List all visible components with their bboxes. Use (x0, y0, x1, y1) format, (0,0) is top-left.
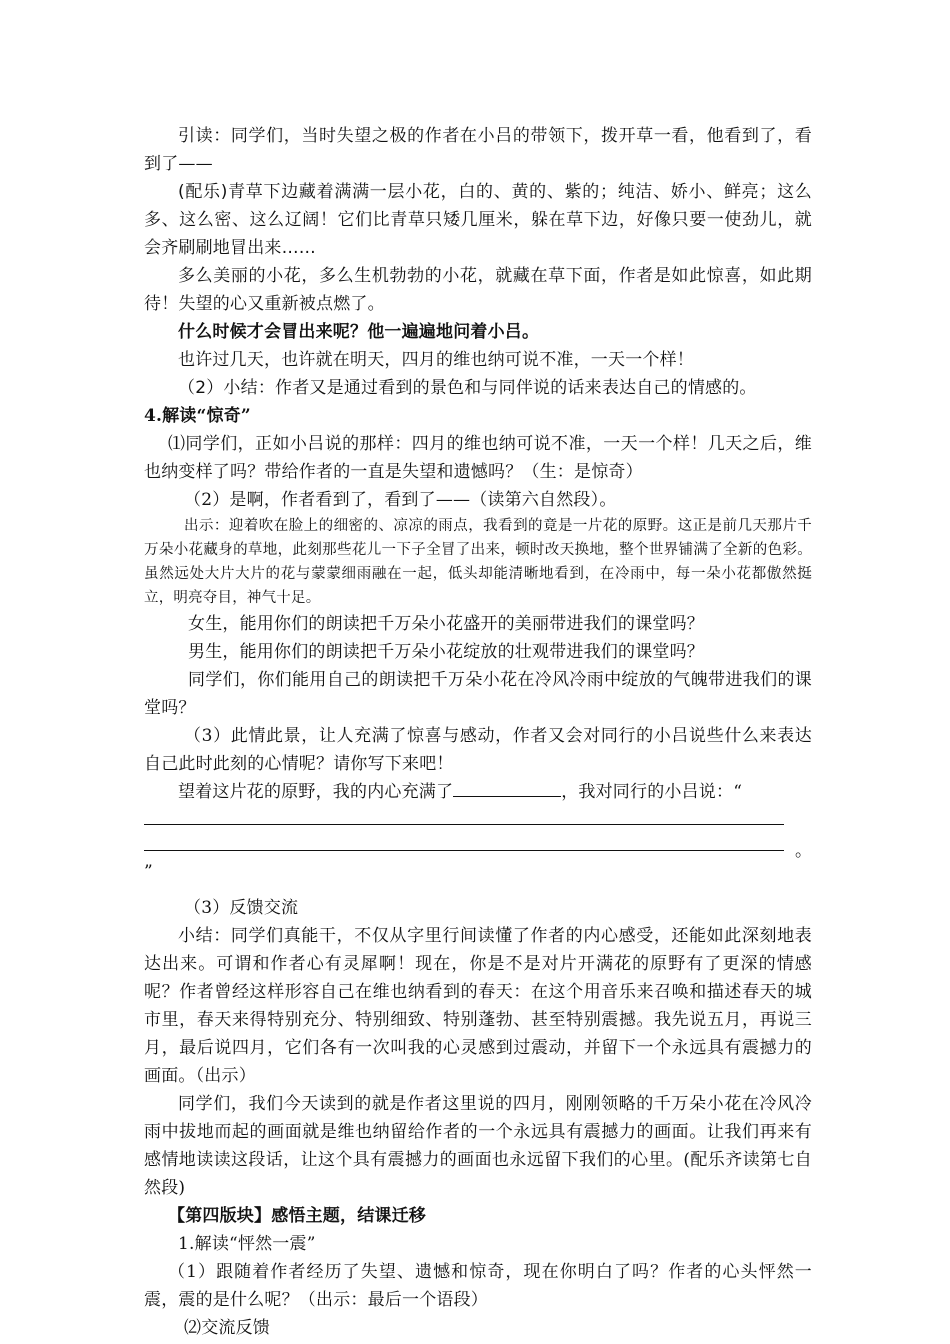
fill-blank-tail: ，我对同行的小吕说：“ (561, 782, 743, 802)
spacer (144, 886, 812, 894)
paragraph-boys: 男生，能用你们的朗读把千万朵小花绽放的壮观带进我们的课堂吗？ (188, 642, 704, 662)
paragraph-pengran-1: （1）跟随着作者经历了失望、遗憾和惊奇，现在你明白了吗？作者的心头怦然一震，震的是什么呢？（出示：最后一个语段） (144, 1262, 812, 1310)
paragraph-classmates: 同学们，你们能用自己的朗读把千万朵小花在冷风冷雨中绽放的气魄带进我们的课堂吗？ (144, 670, 812, 718)
paragraph-surprise-1: ⑴同学们，正如小吕说的那样：四月的维也纳可说不准，一天一个样！几天之后，维也纳变样了吗？带给作者的一直是失望和遗憾吗？（生：是惊奇） (144, 434, 812, 482)
paragraph-maybe: 也许过几天，也许就在明天，四月的维也纳可说不准，一天一个样！ (178, 350, 694, 370)
paragraph-feedback: （3）反馈交流 (184, 898, 299, 918)
paragraph-intro: 引读：同学们，当时失望之极的作者在小吕的带领下，拨开草一看，他看到了，看到了—— (144, 126, 812, 174)
paragraph-summary-2: （2）小结：作者又是通过看到的景色和与同伴说的话来表达自己的情感的。 (178, 378, 757, 398)
section-heading-block-four: 【第四版块】感悟主题，结课迁移 (168, 1206, 426, 1226)
section-heading-surprise: 4.解读“惊奇” (144, 406, 251, 426)
answer-rule-2 (144, 850, 784, 851)
paragraph-pengran-2: ⑵交流反馈 (184, 1318, 270, 1338)
paragraph-pengran: 1.解读“怦然一震” (178, 1234, 316, 1254)
paragraph-show-quote: 出示：迎着吹在脸上的细密的、凉凉的雨点，我看到的竟是一片花的原野。这正是前几天那片千万朵小花藏身的草地，此刻那些花儿一下子全冒了出来，顿时改天换地，整个世界铺满了全新的色彩。虽然远处大片大片的花与蒙蒙细雨融在一起，低头却能清晰地看到，在冷雨中，每一朵小花都傲然挺立，明亮夺目，神气十足。 (144, 518, 812, 606)
paragraph-fill-blank (144, 778, 812, 806)
answer-line-1[interactable] (144, 806, 812, 832)
fill-blank-line[interactable] (453, 778, 561, 797)
paragraph-question-bold: 什么时候才会冒出来呢？他一遍遍地问着小吕。 (178, 322, 540, 342)
paragraph-summary-long: 小结：同学们真能干，不仅从字里行间读懂了作者的内心感受，还能如此深刻地表达出来。可谓和作者心有灵犀啊！现在，你是不是对片开满花的原野有了更深的情感呢？作者曾经这样形容自己在维也纳看到的春天：在这个用音乐来召唤和描述春天的城市里，春天来得特别充分、特别细致、特别蓬勃、甚至特别震撼。我先说五月，再说三月，最后说四月，它们各有一次叫我的心灵感到过震动，并留下一个永远具有震撼力的画面。（出示） (144, 926, 812, 1086)
closing-quote-mark: ” (144, 862, 153, 882)
paragraph-beautiful-flowers: 多么美丽的小花，多么生机勃勃的小花，就藏在草下面，作者是如此惊喜，如此期待！失望的心又重新被点燃了。 (144, 266, 812, 314)
answer-line-period: 。 (795, 841, 812, 861)
answer-line-2[interactable] (144, 832, 812, 861)
fill-blank-lead: 望着这片花的原野，我的内心充满了 (178, 782, 454, 802)
paragraph-surprise-3: （3）此情此景，让人充满了惊喜与感动，作者又会对同行的小吕说些什么来表达自己此时此刻的心情呢？请你写下来吧！ (144, 726, 812, 774)
paragraph-music-quote: (配乐)青草下边藏着满满一层小花，白的、黄的、紫的；纯洁、娇小、鲜亮；这么多、这么密、这么辽阔！它们比青草只矮几厘米，躲在草下边，好像只要一使劲儿，就会齐刷刷地冒出来…… (144, 182, 812, 258)
answer-rule-1 (144, 824, 784, 825)
paragraph-april: 同学们，我们今天读到的就是作者这里说的四月，刚刚领略的千万朵小花在冷风冷雨中拔地而起的画面就是维也纳留给作者的一个永远具有震撼力的画面。让我们再来有感情地读读这段话，让这个具有震撼力的画面也永远留下我们的心里。(配乐齐读第七自然段) (144, 1094, 812, 1198)
paragraph-surprise-2: （2）是啊，作者看到了，看到了——（读第六自然段）。 (184, 490, 617, 510)
paragraph-girls: 女生，能用你们的朗读把千万朵小花盛开的美丽带进我们的课堂吗？ (188, 614, 704, 634)
document-page (144, 122, 812, 1342)
